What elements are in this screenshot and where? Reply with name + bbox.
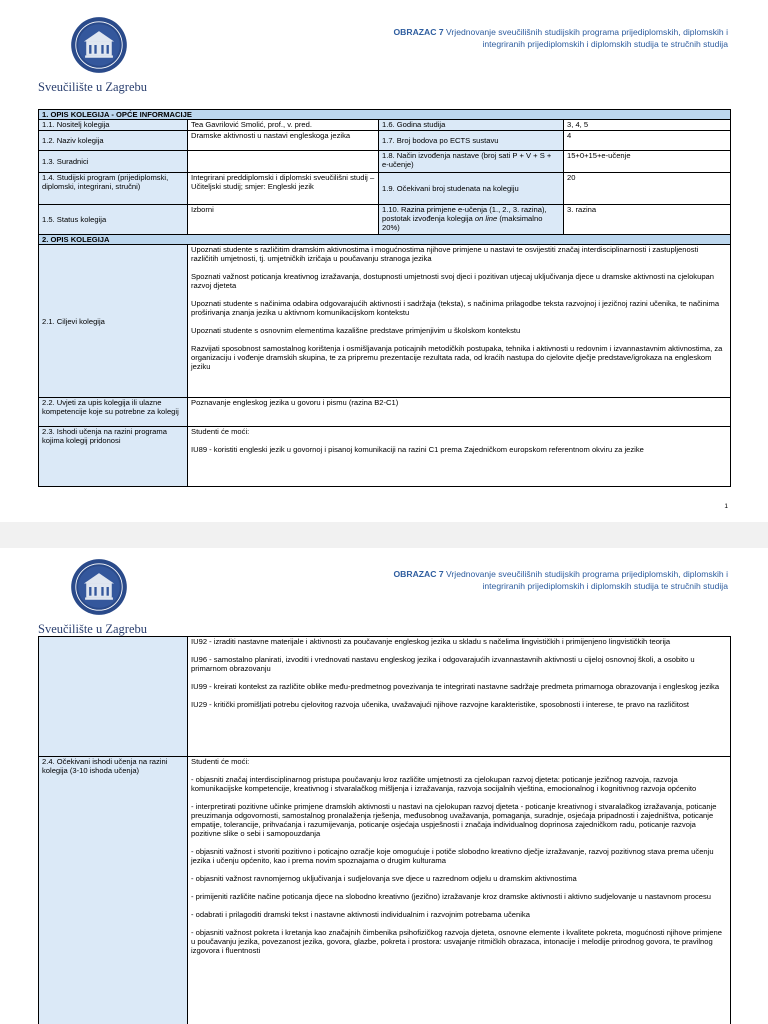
form-title-line-2: integriranih prijediplomskih i diplomskih studija te stručnih studija	[482, 581, 728, 591]
form-title-line-1: Vrjednovanje sveučilišnih studijskih programa prijediplomskih, diplomskih i	[446, 27, 728, 37]
outcome-paragraph: IU99 - kreirati kontekst za različite oblike među-predmetnog povezivanja te integrirati nastavne sadržaje predmeta primarnoga obrazovanja i engleskog jezika	[191, 682, 720, 691]
outcome-paragraph: IU96 - samostalno planirati, izvoditi i vrednovati nastavu engleskog jezika i odgovarajućih izvannastavnih aktivnosti u cijeloj osnovnoj školi, a osobito u primarnom obrazovanju	[191, 655, 695, 673]
course-holder-value: Tea Gavrilović Smolić, prof., v. pred.	[188, 120, 379, 131]
university-name: Sveučilište u Zagrebu	[38, 80, 147, 94]
outcomes-intro: Studenti će moći:	[191, 427, 250, 436]
outcome-paragraph: IU29 - kritički promišljati potrebu cjelovitog razvoja učenika, uvažavajući njihove razvojne karakteristike, sposobnosti i interese, te pravo na različitost	[191, 700, 690, 709]
associates-label: 1.3. Suradnici	[39, 151, 188, 173]
goal-paragraph: Upoznati studente s različitim dramskim aktivnostima i mogućnostima njihove primjene u nastavi te osvijestiti značaj interdisciplinarnosti i zastupljenosti različitih umjetnosti, tj. umjetničkih izričaja u poučavanju stranoga jezika	[191, 245, 699, 263]
page-number: 1	[724, 503, 728, 510]
study-program-value: Integrirani preddiplomski i diplomski sveučilišni studij – Učiteljski studij; smjer: Engleski jezik	[188, 173, 379, 205]
form-title	[308, 26, 728, 50]
prerequisites-value: Poznavanje engleskog jezika u govoru i pismu (razina B2-C1)	[188, 398, 731, 427]
document-page-2	[0, 548, 768, 1024]
form-code: OBRAZAC 7	[393, 27, 444, 37]
teaching-mode-label: 1.8. Način izvođenja nastave (broj sati P + V + S + e-učenje)	[379, 151, 564, 173]
expected-outcome: - objasniti važnost ravnomjernog uključivanja i sudjelovanja sve djece u razrednom odjelu u dramskim aktivnostima	[191, 874, 577, 883]
teaching-mode-value: 15+0+15+e-učenje	[564, 151, 731, 173]
program-outcomes-continued	[188, 637, 731, 757]
course-status-value: Izborni	[188, 205, 379, 235]
study-program-label: 1.4. Studijski program (prijediplomski, diplomski, integrirani, stručni)	[39, 173, 188, 205]
expected-outcome: - objasniti značaj interdisciplinarnog pristupa poučavanju kroz različite umjetnosti za cjelokupan razvoj djeteta: poticanje jezičnog razvoja, razvoja komunikacijske kompetencije, kreativnog i stvaralačkog mišljenja i izražavanja, razvoja socijalnih vještina, emocionalnog i kognitivnog razvoja općenito	[191, 775, 697, 793]
course-name-label: 1.2. Naziv kolegija	[39, 131, 188, 151]
expected-intro: Studenti će moći:	[191, 757, 250, 766]
outcome-paragraph: IU92 - izraditi nastavne materijale i aktivnosti za poučavanje engleskog jezika u skladu s načelima lingvističkih i primijenjeno lingvističkih teorija	[191, 637, 671, 646]
section-2-heading: 2. OPIS KOLEGIJA	[39, 235, 731, 245]
goal-paragraph: Razvijati sposobnost samostalnog korištenja i osmišljavanja poticajnih metodičkih postupaka, tehnika i aktivnosti u redovnim i izvannastavnim aktivnostima, za organizaciju i vođenje dramskih skupina, te za pripremu prezentacije rezultata rada, od kraćih nastupa do cjelovite dječje predstave/igrokaza na engleskom jeziku	[191, 344, 723, 371]
study-year-value: 3, 4, 5	[564, 120, 731, 131]
outcome-paragraph: IU89 - koristiti engleski jezik u govornoj i pisanoj komunikaciji na razini C1 prema Zajedničkom europskom referentnom okviru za jezike	[191, 445, 644, 454]
expected-outcome: - interpretirati pozitivne učinke primjene dramskih aktivnosti u nastavi na cjelokupan razvoj djeteta - poticanje kreativnog i stvaralačkog izražavanja, poticanje preuzimanja odgovornosti, samostalnog pronalaženja rješenja, međusobnog uvažavanja, pomaganja, suradnje, osjećaja pripadnosti i zajedništva, poticanje empatije, tolerancije, prihvaćanja i razumijevanja, poticanje osjećaja uspješnosti i značaja individualnog doprinosa zajedničkom radu, poticanje razvoja pozitivne slike o sebi i samopouzdanja	[191, 802, 717, 838]
prerequisites-label: 2.2. Uvjeti za upis kolegija ili ulazne kompetencije koje su potrebne za kolegij	[39, 398, 188, 427]
expected-outcomes-label: 2.4. Očekivani ishodi učenja na razini kolegija (3-10 ishoda učenja)	[39, 757, 188, 1024]
program-outcomes-value	[188, 427, 731, 487]
expected-outcome: - primijeniti različite načine poticanja djece na slobodno kreativno (jezično) izražavanje kroz dramske aktivnosti i aktivno sudjelovanje u nastavnom procesu	[191, 892, 712, 901]
program-outcomes-label-continued	[39, 637, 188, 757]
elearning-level-value: 3. razina	[564, 205, 731, 235]
study-year-label: 1.6. Godina studija	[379, 120, 564, 131]
course-info-table	[38, 109, 731, 487]
course-status-label: 1.5. Status kolegija	[39, 205, 188, 235]
goals-label: 2.1. Ciljevi kolegija	[39, 245, 188, 398]
goals-value	[188, 245, 731, 398]
form-code: OBRAZAC 7	[393, 569, 444, 579]
university-seal-icon	[70, 16, 128, 74]
form-title	[308, 568, 728, 592]
expected-students-value: 20	[564, 173, 731, 205]
goal-paragraph: Spoznati važnost poticanja kreativnog izražavanja, dostupnosti umjetnosti svoj djeci i pozitivan utjecaj uključivanja djece u dramske aktivnosti na cjelokupan razvoj djeteta	[191, 272, 714, 290]
course-name-value: Dramske aktivnosti u nastavi engleskoga jezika	[188, 131, 379, 151]
form-title-line-2: integriranih prijediplomskih i diplomskih studija te stručnih studija	[482, 39, 728, 49]
goal-paragraph: Upoznati studente s načinima odabira odgovarajućih aktivnosti i sadržaja (teksta), s načinima prilagodbe teksta razvojnoj i jezičnoj razini učenika, te načinima proširivanja znanja jezika u aktivnom komunikacijskom kontekstu	[191, 299, 720, 317]
ects-label: 1.7. Broj bodova po ECTS sustavu	[379, 131, 564, 151]
university-seal-icon	[70, 558, 128, 616]
expected-outcome: - objasniti važnost i stvoriti pozitivno i poticajno ozračje koje omogućuje i potiče slobodno kreativno dječje izražavanje, razvoj pozitivnog stava prema učenju jezika i učenju općenito, kao i prema novim spoznajama o drugim kulturama	[191, 847, 714, 865]
goal-paragraph: Upoznati studente s osnovnim elementima kazališne predstave primjenjivim u školskom kontekstu	[191, 326, 521, 335]
expected-outcome: - odabrati i prilagoditi dramski tekst i nastavne aktivnosti individualnim i razvojnim potrebama učenika	[191, 910, 530, 919]
form-title-line-1: Vrjednovanje sveučilišnih studijskih programa prijediplomskih, diplomskih i	[446, 569, 728, 579]
course-description-table-continued	[38, 636, 731, 1024]
expected-students-label: 1.9. Očekivani broj studenata na kolegiju	[379, 173, 564, 205]
ects-value: 4	[564, 131, 731, 151]
program-outcomes-label: 2.3. Ishodi učenja na razini programa kojima kolegij pridonosi	[39, 427, 188, 487]
elearning-level-label: 1.10. Razina primjene e-učenja (1., 2., 3. razina), postotak izvođenja kolegija on line (maksimalno 20%)	[379, 205, 564, 235]
page-gap	[0, 522, 768, 548]
associates-value	[188, 151, 379, 173]
university-name: Sveučilište u Zagrebu	[38, 622, 147, 636]
expected-outcomes-value	[188, 757, 731, 1024]
expected-outcome: - objasniti važnost pokreta i kretanja kao značajnih čimbenika psihofizičkog razvoja djeteta, osnovne elemente i kvalitete pokreta, mogućnosti njihove primjene u poučavanju jezika, povezanost jezika, govora, glazbe, pokreta i prostora: usvajanje ritmičkih obrazaca, intonacije i melodije prirodnog govora, te pravilnog izgovora i fluentnosti	[191, 928, 723, 955]
section-1-heading: 1. OPIS KOLEGIJA - OPĆE INFORMACIJE	[39, 110, 731, 120]
course-holder-label: 1.1. Nositelj kolegija	[39, 120, 188, 131]
